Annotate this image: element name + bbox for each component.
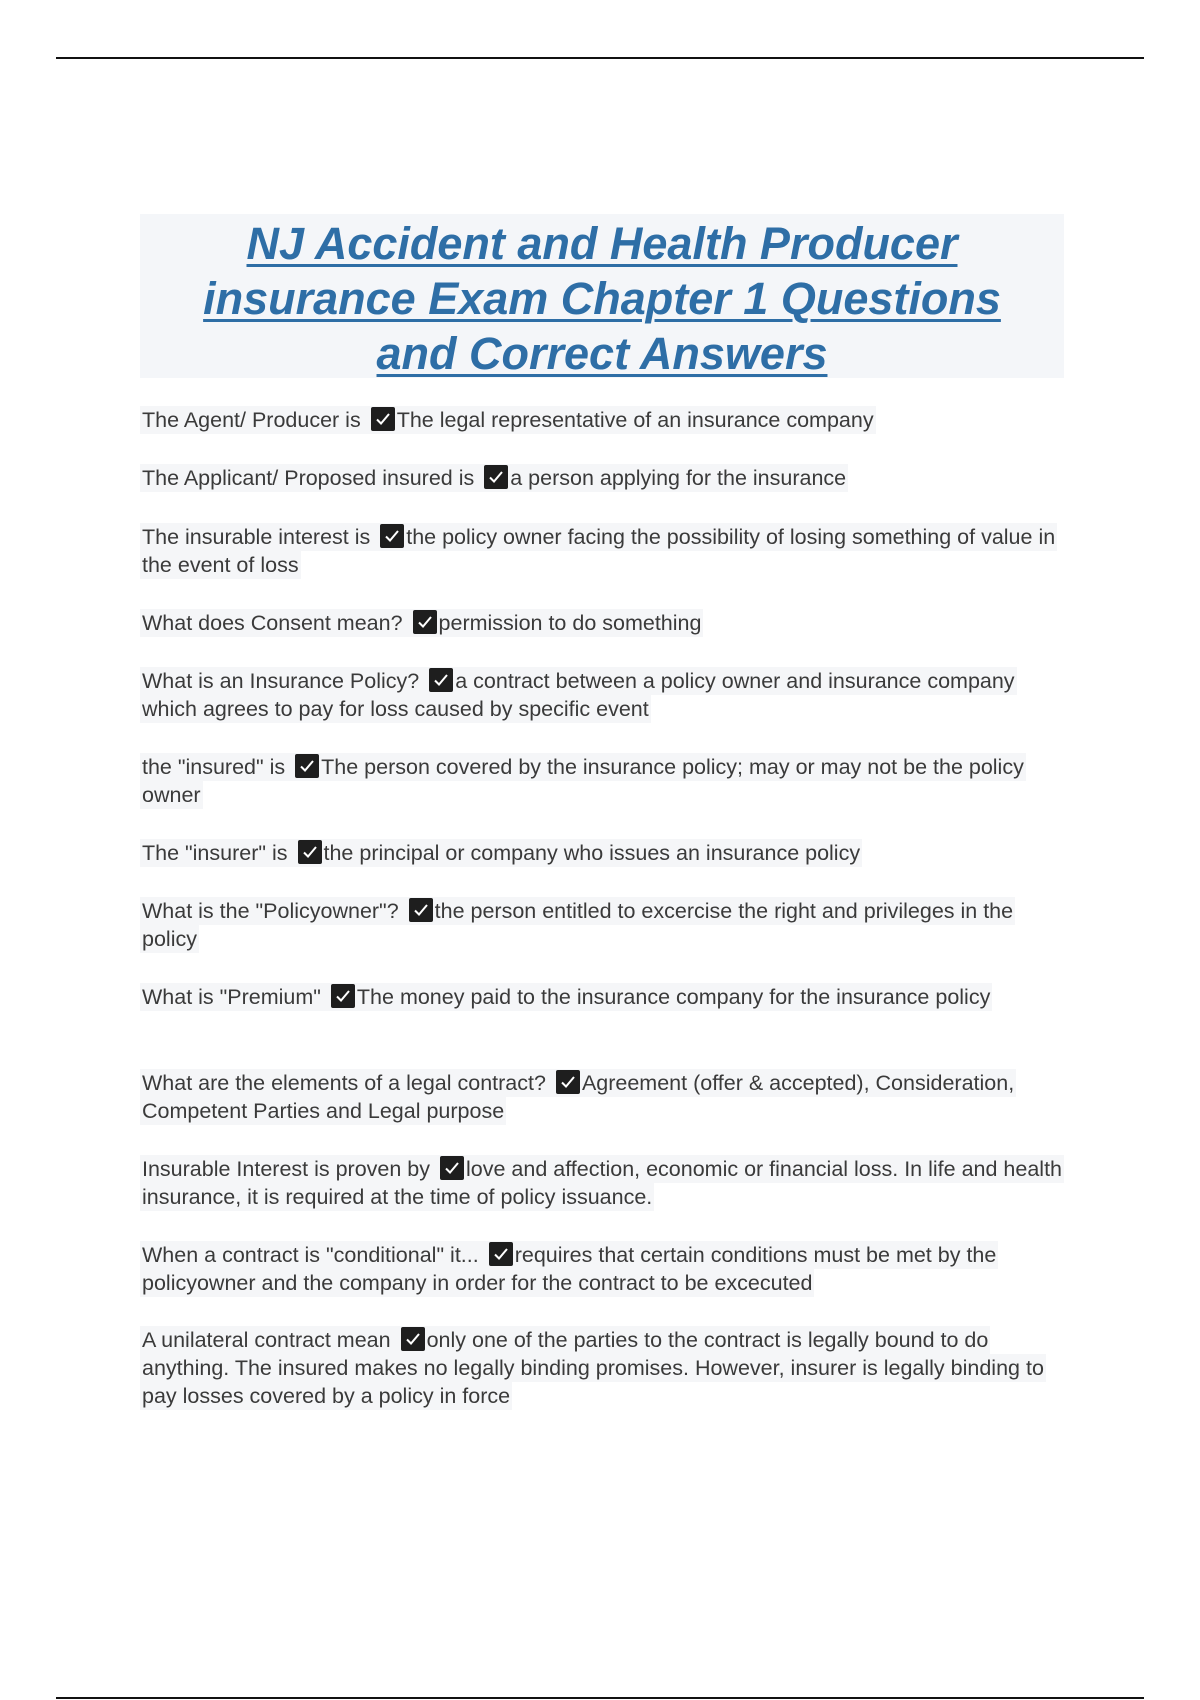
check-box-icon	[401, 1327, 425, 1351]
qa-item	[140, 983, 1064, 1011]
bottom-rule	[56, 1697, 1144, 1699]
question-text: Insurable Interest is proven by	[142, 1157, 431, 1181]
qa-item	[140, 839, 1064, 867]
answer-text: Agreement (offer & accepted), Consideration, Competent Parties and Legal purpose	[142, 1071, 1015, 1123]
answer-text: permission to do something	[438, 611, 702, 635]
question-text: The Applicant/ Proposed insured is	[142, 466, 475, 490]
answer-text: the policy owner facing the possibility of losing something of value in the event of loss	[142, 525, 1056, 577]
document-title	[140, 216, 1064, 381]
answer-text: The money paid to the insurance company for the insurance policy	[356, 985, 991, 1009]
qa-item	[140, 609, 1064, 637]
question-text: The Agent/ Producer is	[142, 408, 361, 432]
qa-item	[140, 667, 1064, 723]
qa-item	[140, 897, 1064, 953]
check-box-icon	[484, 465, 508, 489]
top-rule	[56, 57, 1144, 59]
qa-item	[140, 523, 1064, 579]
check-box-icon	[298, 840, 322, 864]
question-text: What is the "Policyowner"?	[142, 899, 399, 923]
check-box-icon	[295, 754, 319, 778]
answer-text: The person covered by the insurance policy; may or may not be the policy owner	[142, 755, 1024, 807]
check-box-icon	[489, 1242, 513, 1266]
question-text: A unilateral contract mean	[142, 1328, 391, 1352]
question-text: When a contract is "conditional" it...	[142, 1243, 479, 1267]
answer-text: requires that certain conditions must be met by the policyowner and the company in order for the contract to be excecuted	[142, 1243, 997, 1295]
qa-item	[140, 1326, 1064, 1410]
answer-text: the person entitled to excercise the right and privileges in the policy	[142, 899, 1014, 951]
answer-text: the principal or company who issues an insurance policy	[323, 841, 861, 865]
answer-text: a person applying for the insurance	[510, 466, 847, 490]
question-text: What is "Premium"	[142, 985, 321, 1009]
check-box-icon	[429, 668, 453, 692]
title-line-2: insurance Exam Chapter 1 Questions	[203, 273, 1001, 324]
question-text: The insurable interest is	[142, 525, 371, 549]
question-text: What is an Insurance Policy?	[142, 669, 420, 693]
qa-item	[140, 464, 1064, 492]
qa-item	[140, 406, 1064, 434]
answer-text: only one of the parties to the contract is legally bound to do anything. The insured makes no legally binding promises. However, insurer is legally binding to pay losses covered by a policy in force	[142, 1328, 1044, 1408]
question-text: the "insured" is	[142, 755, 286, 779]
qa-item	[140, 753, 1064, 809]
qa-item	[140, 1241, 1064, 1297]
question-text: What does Consent mean?	[142, 611, 403, 635]
answer-text: love and affection, economic or financial loss. In life and health insurance, it is required at the time of policy issuance.	[142, 1157, 1062, 1209]
check-box-icon	[331, 984, 355, 1008]
qa-item	[140, 1069, 1064, 1125]
answer-text: a contract between a policy owner and insurance company which agrees to pay for loss caused by specific event	[142, 669, 1015, 721]
check-box-icon	[440, 1156, 464, 1180]
answer-text: The legal representative of an insurance company	[396, 408, 874, 432]
title-line-1: NJ Accident and Health Producer	[246, 218, 958, 269]
title-box	[140, 214, 1064, 378]
check-box-icon	[380, 524, 404, 548]
question-text: What are the elements of a legal contract?	[142, 1071, 546, 1095]
check-box-icon	[413, 610, 437, 634]
check-box-icon	[371, 407, 395, 431]
check-box-icon	[409, 898, 433, 922]
check-box-icon	[556, 1070, 580, 1094]
question-text: The "insurer" is	[142, 841, 288, 865]
title-line-3: and Correct Answers	[376, 328, 828, 379]
qa-item	[140, 1155, 1064, 1211]
